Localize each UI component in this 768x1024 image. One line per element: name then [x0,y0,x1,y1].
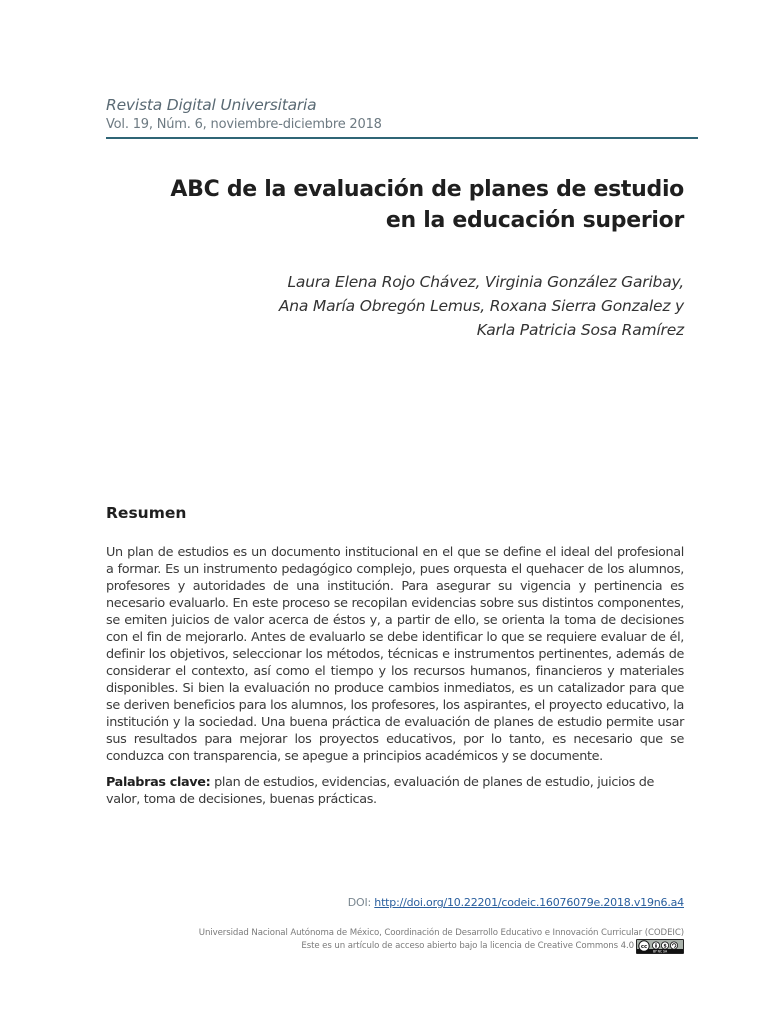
keywords-label: Palabras clave: [106,775,211,790]
cc-badge-graphic [637,940,683,953]
footer-institution: Universidad Nacional Autónoma de México, Coordinación de Desarrollo Educativo e Innovación Curricular (CODEIC) [198,928,684,938]
article-title [124,174,684,236]
header-divider [106,137,698,139]
keywords [106,774,684,808]
author-line-3: Karla Patricia Sosa Ramírez [476,321,684,339]
svg-text:cc: cc [640,944,648,950]
abstract-heading: Resumen [106,504,187,522]
journal-issue: Vol. 19, Núm. 6, noviembre-diciembre 2018 [106,117,382,132]
cc-badge-label: BY NC SA [652,949,668,953]
journal-name: Revista Digital Universitaria [106,96,317,114]
title-line-1: ABC de la evaluación de planes de estudio [170,177,684,202]
title-line-2: en la educación superior [385,208,684,233]
author-line-2: Ana María Obregón Lemus, Roxana Sierra Gonzalez y [278,297,684,315]
doi-line [348,896,684,909]
creative-commons-icon[interactable] [636,939,684,954]
author-line-1: Laura Elena Rojo Chávez, Virginia González Garibay, [287,273,684,291]
keywords-text: plan de estudios, evidencias, evaluación de planes de estudio, juicios de valor, toma de decisiones, buenas prácticas. [106,775,655,807]
doi-link[interactable]: http://doi.org/10.22201/codeic.16076079e.2018.v19n6.a4 [374,896,684,909]
footer [199,928,684,954]
abstract-text: Un plan de estudios es un documento institucional en el que se define el ideal del profesional a formar. Es un instrumento pedagógico complejo, pues orquesta el quehacer de los alumnos, profesores y autoridades de una institución. Para asegurar su vigencia y pertinencia es necesario evaluarlo. En este proceso se recopilan evidencias sobre sus distintos componentes, se emiten juicios de valor acerca de éstos y, a partir de ello, se orienta la toma de decisiones con el fin de mejorarlo. Antes de evaluarlo se debe identificar lo que se requiere evaluar de él, definir los objetivos, seleccionar los métodos, técnicas e instrumentos pertinentes, además de considerar el contexto, así como el tiempo y los recursos humanos, financieros y materiales disponibles. Si bien la evaluación no produce cambios inmediatos, es un catalizador para que se deriven beneficios para los alumnos, los profesores, los aspirantes, el proyecto educativo, la institución y la sociedad. Una buena práctica de evaluación de planes de estudio permite usar sus resultados para mejorar los proyectos educativos, por lo tanto, es necesario que se conduzca con transparencia, se apegue a principios académicos y se documente. [106,545,684,764]
author-list [124,270,684,342]
footer-license-row [199,939,684,954]
doi-label: DOI: [347,896,375,909]
svg-text:$: $ [663,944,667,950]
footer-license: Este es un artículo de acceso abierto bajo la licencia de Creative Commons 4.0 [301,941,634,951]
